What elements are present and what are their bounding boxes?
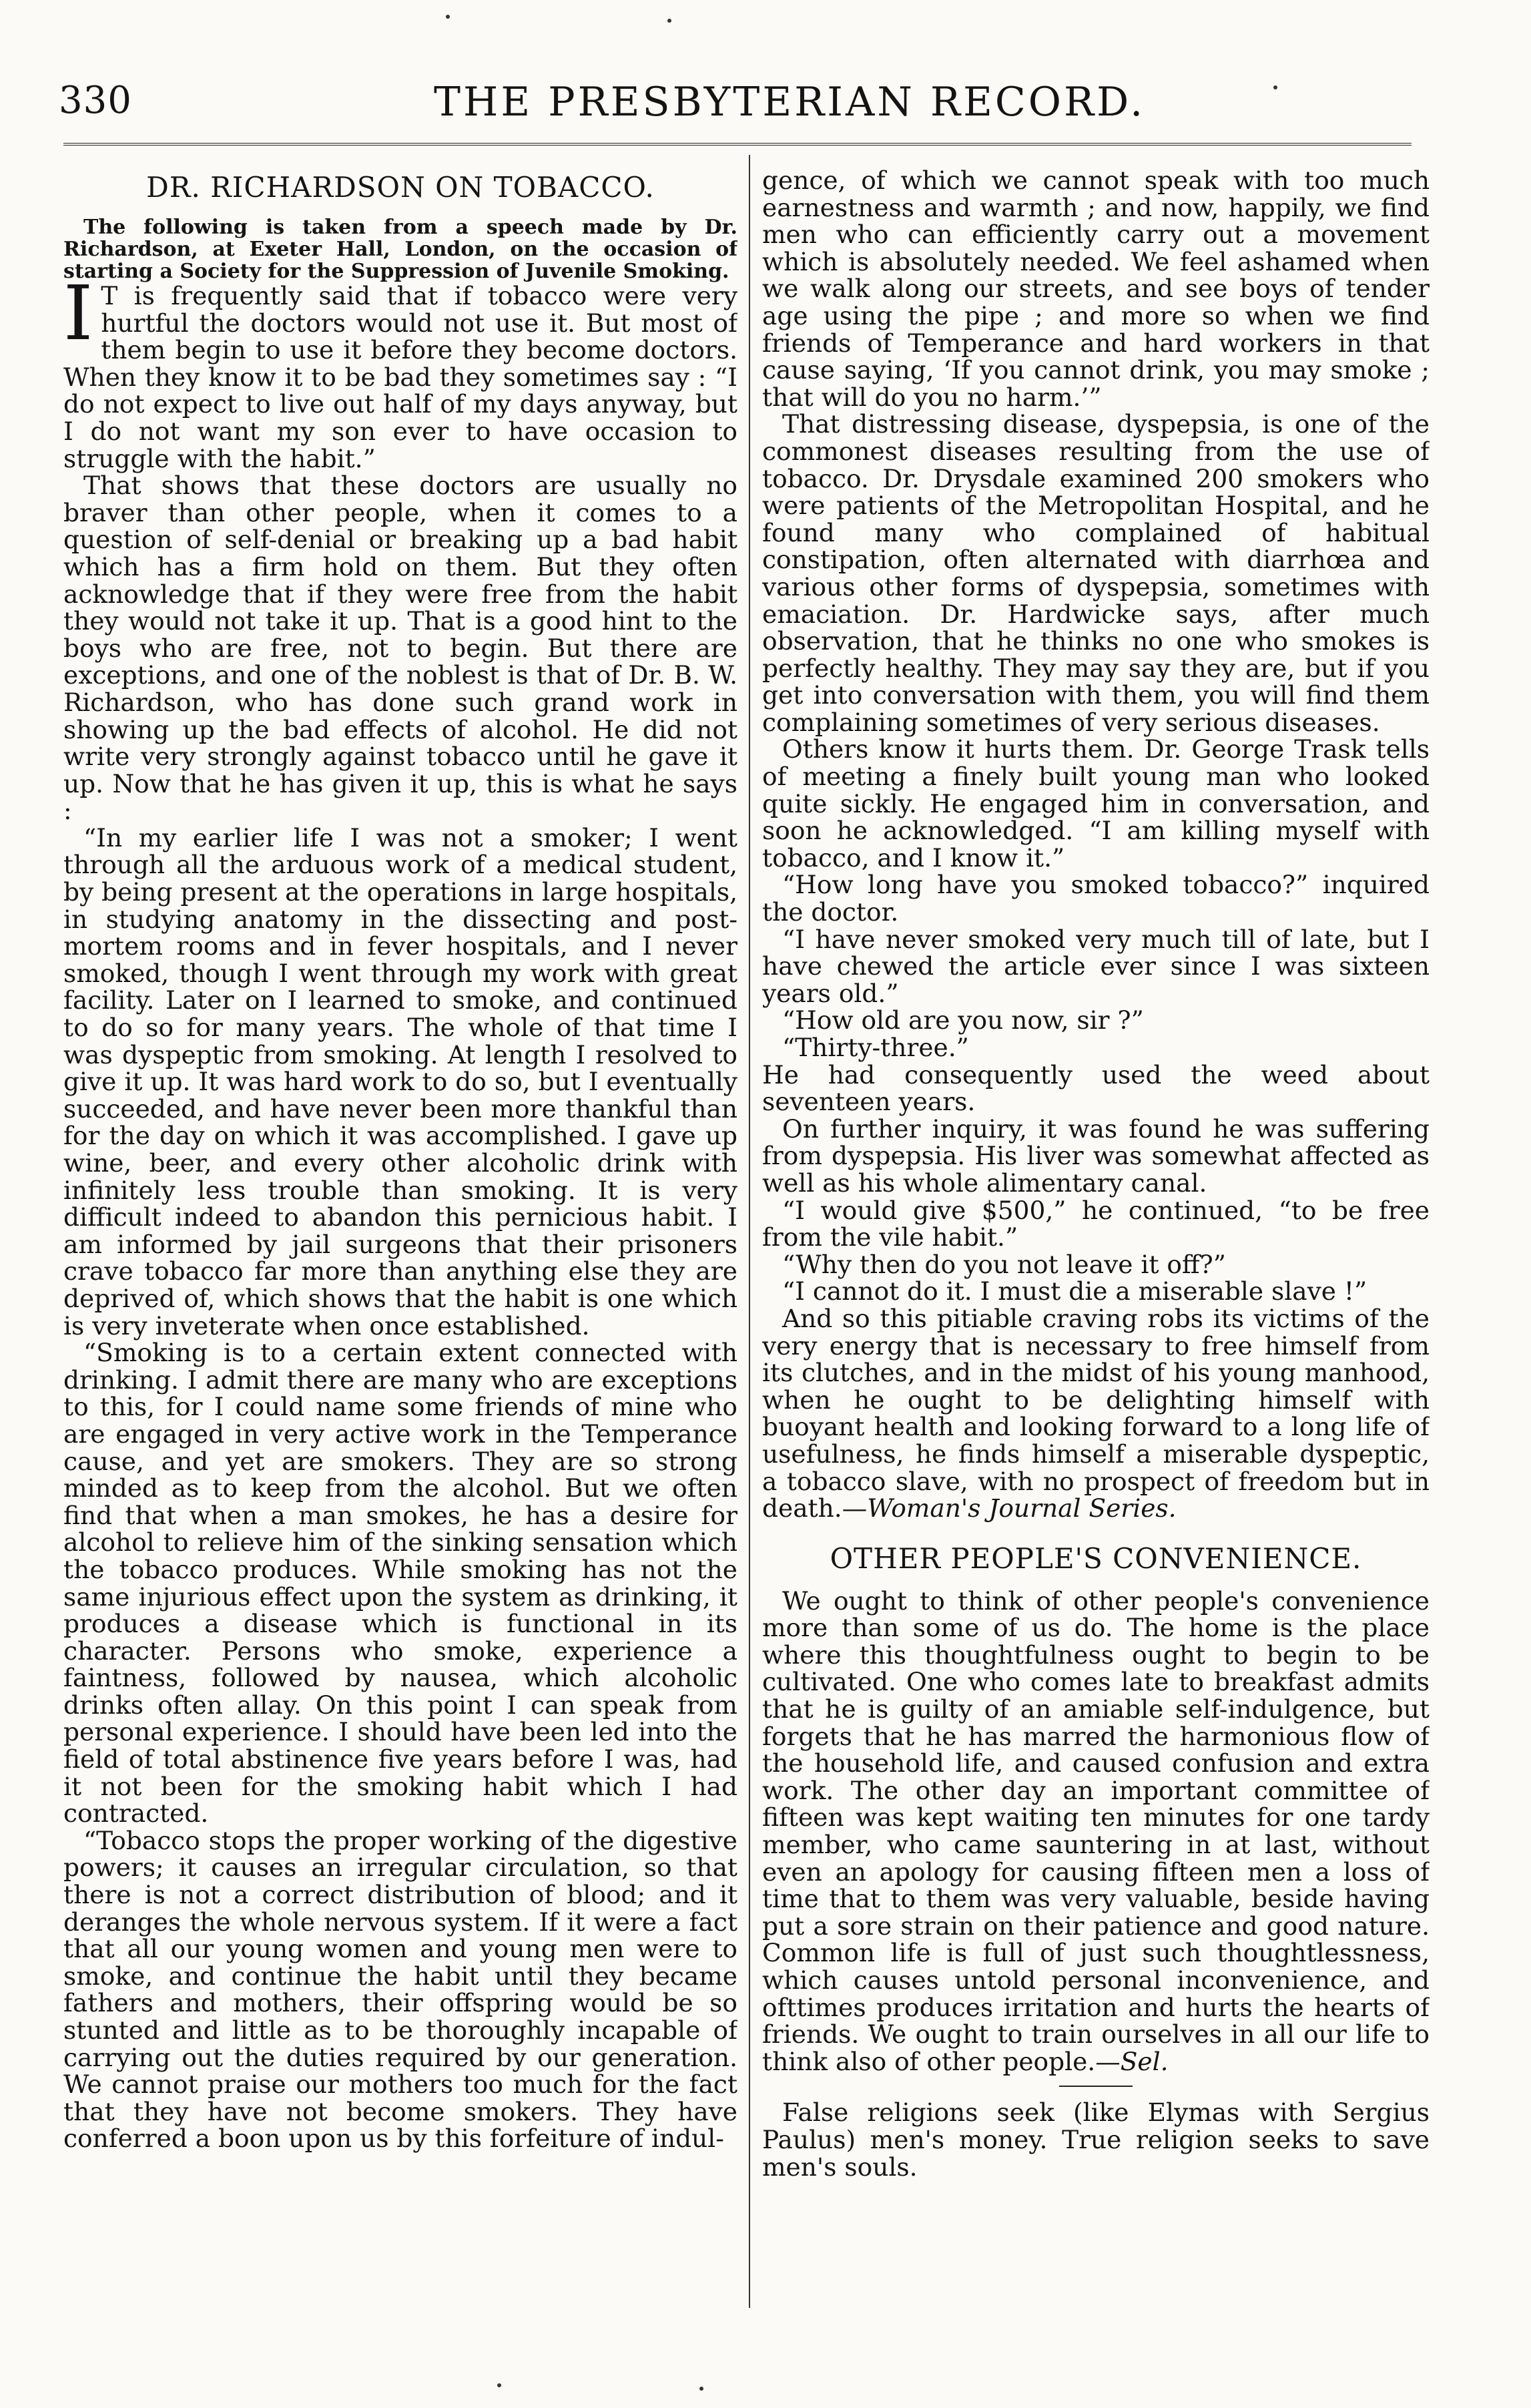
paragraph-text: And so this pitiable craving robs its victims of the very energy that is necessary to free himself from its clutches, and in the midst of his young manhood, when he ought to be delighting himself with buoyant health and looking forward to a long life of usefulness, he finds himself a miserable dyspeptic, a tobacco slave, with no prospect of freedom but in death.— (762, 1303, 1430, 1523)
article-paragraph: “I cannot do it. I must die a miserable slave !” (782, 1276, 1367, 1306)
paragraph-text: T is frequently said that if tobacco were very hurtful the doctors would not use it. But most of them begin to use it before they become doctors. When they know it to be bad they sometimes say : “I do not expect to live out half of my days anyway, but I do not want my son ever to have occasion to struggle with the habit.” (63, 281, 737, 473)
article-paragraph: “Smoking is to a certain extent connected with drinking. I admit there are many who are exceptions to this, for I could name some friends of mine who are engaged in very active work in the Temperance cause, and yet are smokers. They are so strong minded as to keep from the alcohol. But we often find that when a man smokes, he has a desire for alcohol to relieve him of the sinking sensation which the tobacco produces. While smoking has not the same injurious effect upon the system as drinking, it produces a disease which is functional in its character. Persons who smoke, experience a faintness, followed by nausea, which alcoholic drinks often allay. On this point I can speak from personal experience. I should have been led into the field of total abstinence five years before I was, had it not been for the smoking habit which I had contracted. (63, 1338, 737, 1829)
article-paragraph (762, 1305, 1430, 1522)
article-intro: The following is taken from a speech made by Dr. Richardson, at Exeter Hall, London, on the occasion of starting a Society for the Suppression of Juvenile Smoking. (63, 216, 737, 283)
closing-paragraph: False religions seek (like Elymas with Sergius Paulus) men's money. True religion seeks to save men's souls. (762, 2098, 1430, 2182)
article-paragraph: Others know it hurts them. Dr. George Trask tells of meeting a finely built young man who looked quite sickly. He engaged him in conversation, and soon he acknowledged. “I am killing myself with tobacco, and I know it.” (762, 734, 1430, 873)
article-paragraph: “In my earlier life I was not a smoker; I went through all the arduous work of a medical student, by being present at the operations in large hospitals, in studying anatomy in the dissecting and post-mortem rooms and in fever hospitals, and I never smoked, though I went through my work with great facility. Later on I learned to smoke, and continued to do so for many years. The whole of that time I was dyspeptic from smoking. At length I resolved to give it up. It was hard work to do so, but I eventually succeeded, and have never been more thankful than for the day on which it was accomplished. I gave up wine, beer, and every other alcoholic drink with infinitely less trouble than smoking. It is very difficult indeed to abandon this pernicious habit. I am informed by jail surgeons that their prisoners crave tobacco far more than anything else they are deprived of, which shows that the habit is one which is very inveterate when once established. (63, 822, 737, 1341)
drop-cap: I (63, 270, 93, 357)
left-column (63, 167, 737, 2323)
print-speck (699, 2387, 703, 2391)
article-paragraph: That shows that these doctors are usually no braver than other people, when it comes to a question of self-denial or breaking up a bad habit which has a firm hold on them. But they often acknowledge that if they were free from the habit they would not take it up. That is a good hint to the boys who are free, not to begin. But there are exceptions, and one of the noblest is that of Dr. B. W. Richardson, who has done such grand work in showing up the bad effects of alcohol. He did not write very strongly against tobacco until he gave it up. Now that he has given it up, this is what he says : (63, 471, 737, 826)
right-column (762, 167, 1430, 2323)
page-number: 330 (59, 79, 132, 122)
article-paragraph: “Why then do you not leave it off?” (782, 1249, 1226, 1279)
article-paragraph: He had consequently used the weed about seventeen years. (762, 1059, 1430, 1117)
article-title: DR. RICHARDSON ON TOBACCO. (146, 171, 655, 204)
article-paragraph: On further inquiry, it was found he was suffering from dyspepsia. His liver was somewhat affected as well as his whole alimentary canal. (762, 1114, 1430, 1198)
article-paragraph: “I have never smoked very much till of late, but I have chewed the article ever since I was sixteen years old.” (762, 924, 1430, 1008)
article-paragraph: “Tobacco stops the proper working of the digestive powers; it causes an irregular circulation, so that there is not a correct distribution of blood; and it deranges the whole nervous system. If it were a fact that all our young women and young men were to smoke, and continue the habit until they became fathers and mothers, their offspring would be so stunted and little as to be thoroughly incapable of carrying out the duties required by our generation. We cannot praise our mothers too much for the fact that they have not become smokers. They have conferred a boon upon us by this forfeiture of indul- (63, 1825, 737, 2154)
print-speck (667, 19, 671, 23)
header-rule (63, 143, 1412, 146)
paragraph-text: We ought to think of other people's convenience more than some of us do. The home is the place where this thoughtfulness ought to begin to be cultivated. One who comes late to breakfast admits that he is guilty of an amiable self-indulgence, but forgets that he has marred the harmonious flow of the household life, and caused confusion and extra work. The other day an important committee of fifteen was kept waiting ten minutes for one tardy member, who came sauntering in at last, without even an apology for causing fifteen men a loss of time that to them was very valuable, beside having put a sore strain on their patience and good nature. Common life is full of just such thoughtlessness, which causes untold personal inconvenience, and ofttimes produces irritation and hurts the hearts of friends. We ought to train ourselves in all our life to think also of other people.— (762, 1586, 1430, 2076)
article-paragraph: “Thirty-three.” (782, 1033, 969, 1062)
article-title: OTHER PEOPLE'S CONVENIENCE. (830, 1541, 1362, 1575)
column-divider (749, 155, 750, 2308)
article-paragraph: “I would give $500,” he continued, “to be free from the vile habit.” (762, 1195, 1430, 1252)
section-divider (1059, 2086, 1133, 2087)
article-paragraph: “How old are you now, sir ?” (782, 1005, 1144, 1035)
source-credit: Woman's Journal Series. (867, 1493, 1177, 1523)
publication-title: THE PRESBYTERIAN RECORD. (434, 79, 1146, 126)
article-paragraph (762, 1588, 1430, 2076)
article-paragraph: “How long have you smoked tobacco?” inquired the doctor. (762, 870, 1430, 927)
article-paragraph (63, 270, 737, 473)
article-paragraph: That distressing disease, dyspepsia, is one of the commonest diseases resulting from the use of tobacco. Dr. Drysdale examined 200 smokers who were patients of the Metropolitan Hospital, and he found many who complained of habitual constipation, often alternated with diarrhœa and various other forms of dyspepsia, sometimes with emaciation. Dr. Hardwicke says, after much observation, that he thinks no one who smokes is perfectly healthy. They may say they are, but if you get into conversation with them, you will find them complaining sometimes of very serious diseases. (762, 409, 1430, 737)
article-paragraph: gence, of which we cannot speak with too much earnestness and warmth ; and now, happily, we find men who can efficiently carry out a movement which is absolutely needed. We feel ashamed when we walk along our streets, and see boys of tender age using the pipe ; and more so when we find friends of Temperance and hard workers in that cause saying, ‘If you cannot drink, you may smoke ; that will do you no harm.’” (762, 167, 1430, 412)
print-speck (1273, 85, 1277, 89)
print-speck (446, 15, 450, 19)
source-credit: Sel. (1120, 2046, 1169, 2076)
print-speck (497, 2383, 501, 2387)
